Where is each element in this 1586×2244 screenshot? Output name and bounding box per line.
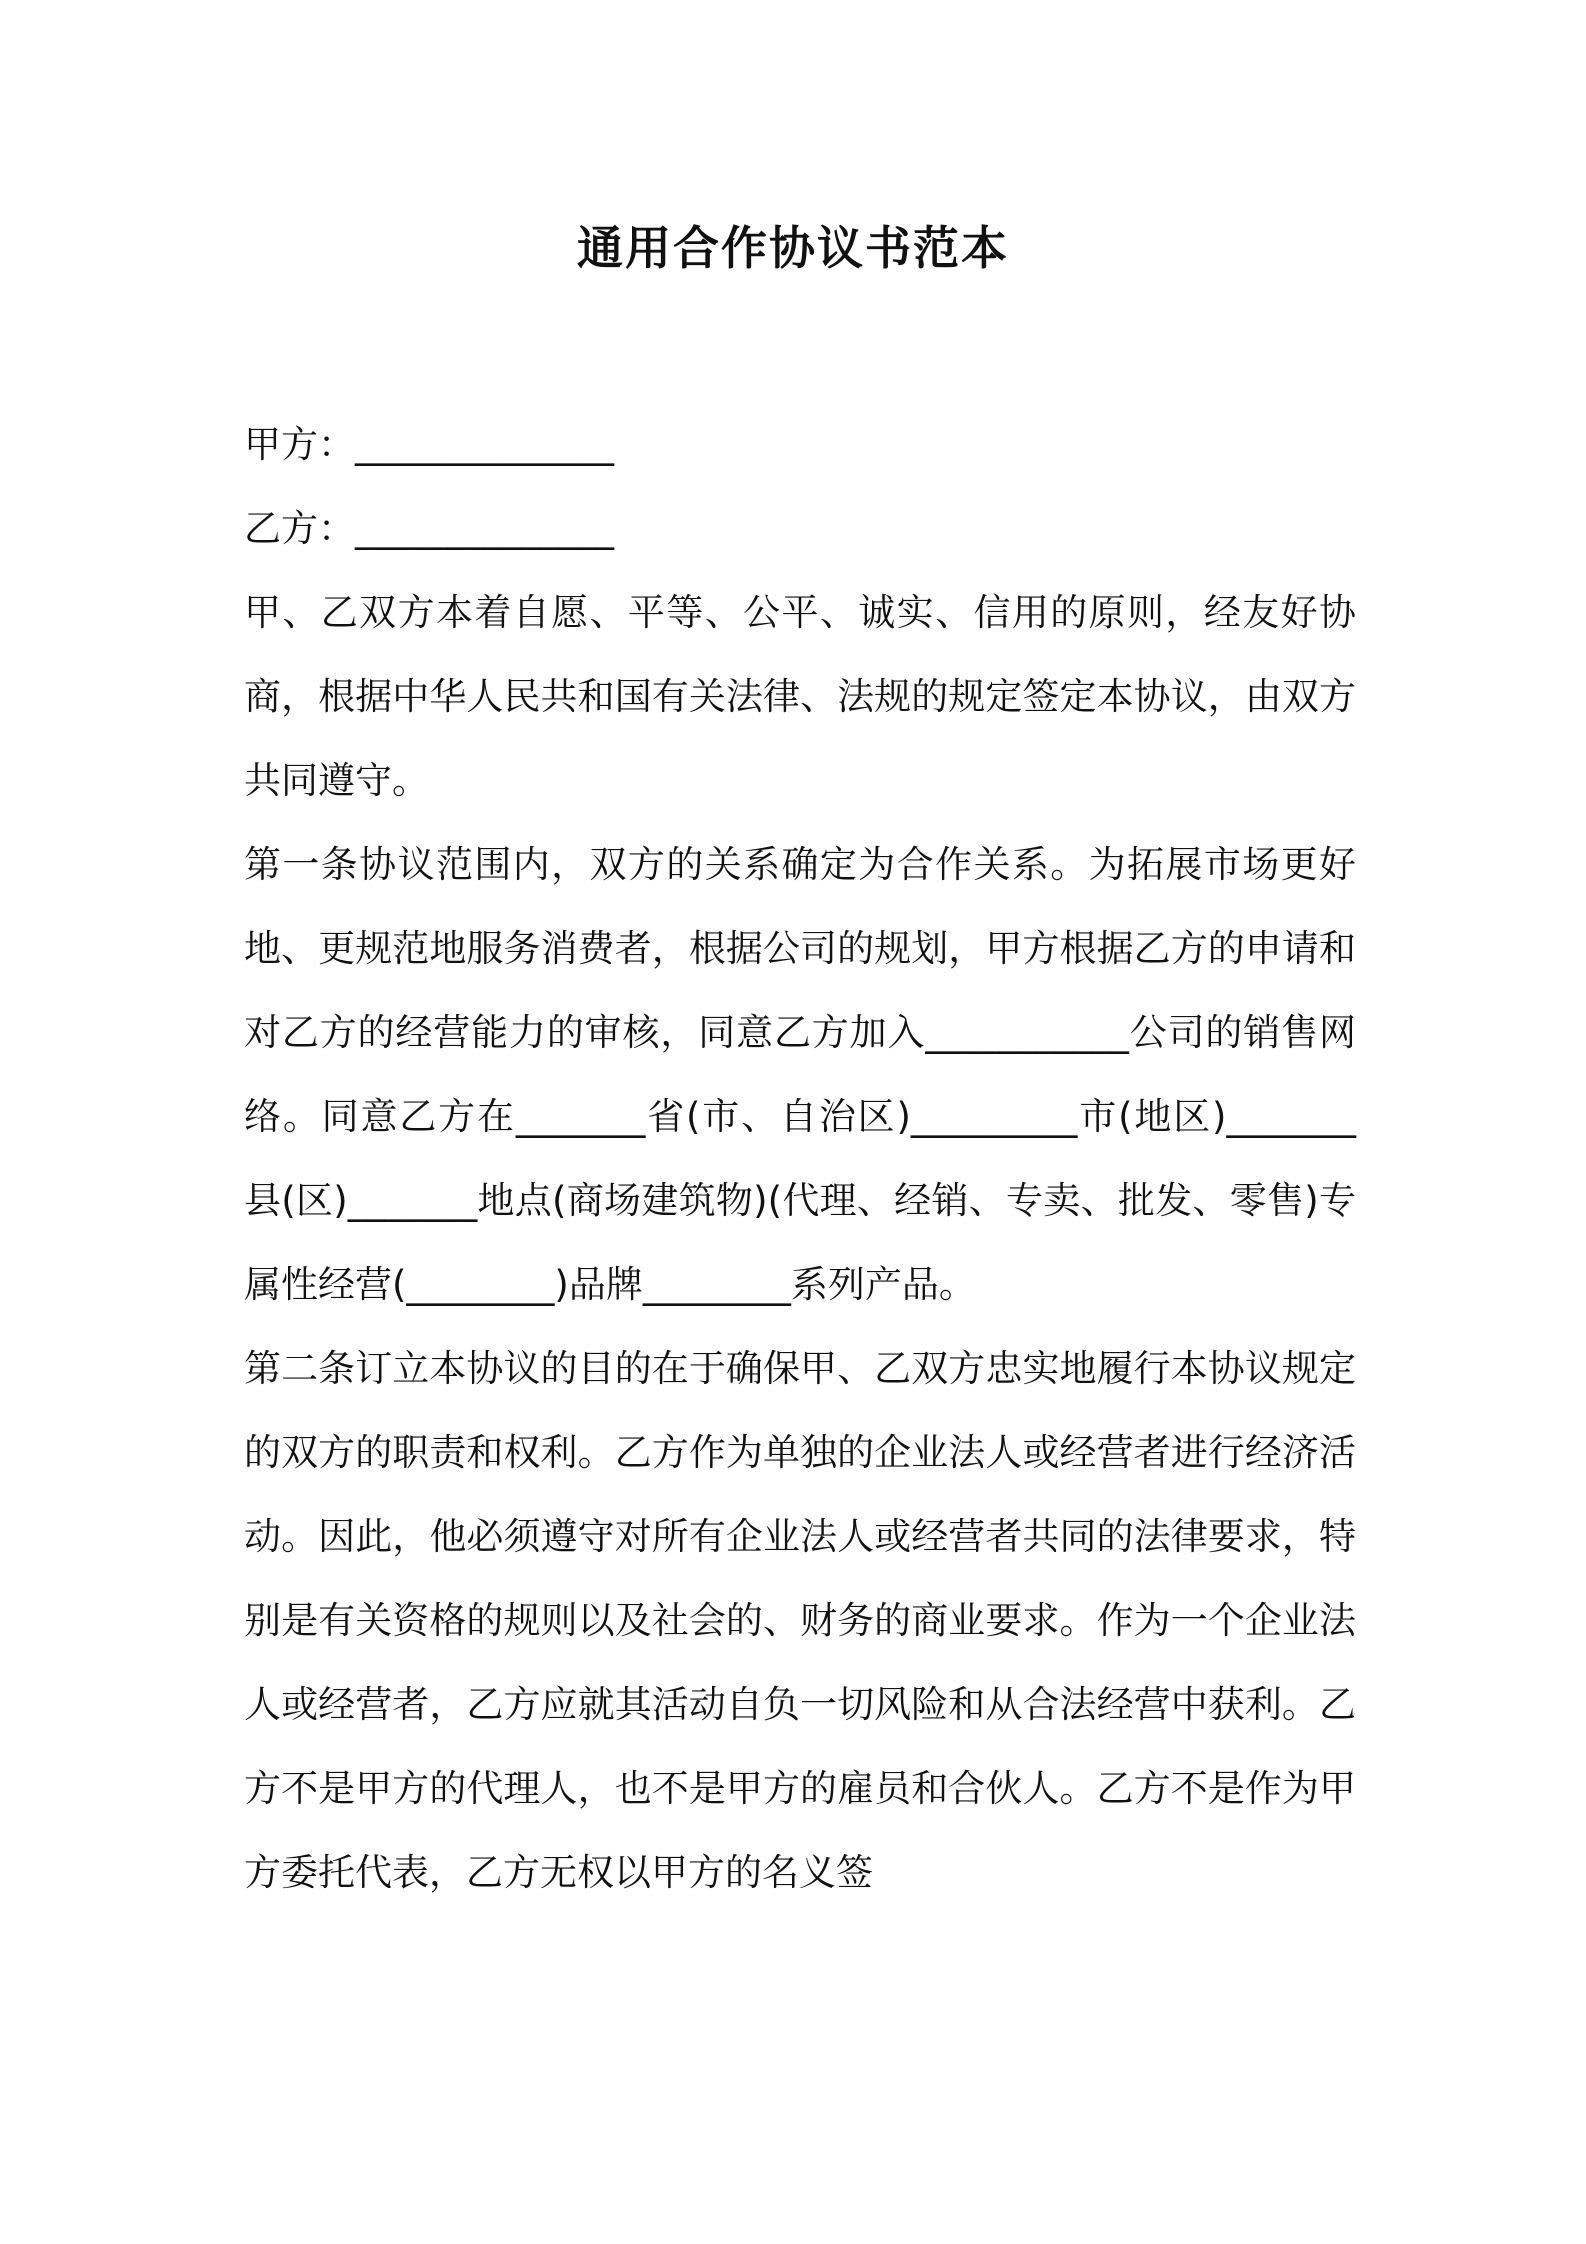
article-2-paragraph: 第二条订立本协议的目的在于确保甲、乙双方忠实地履行本协议规定的双方的职责和权利。乙方作为单独的企业法人或经营者进行经济活动。因此，他必须遵守对所有企业法人或经营者共同的法律要求，特别是有关资格的规则以及社会的、财务的商业要求。作为一个企业法人或经营者，乙方应就其活动自负一切风险和从合法经营中获利。乙方不是甲方的代理人，也不是甲方的雇员和合伙人。乙方不是作为甲方委托代表，乙方无权以甲方的名义签 [244, 1347, 1356, 1894]
article-1-paragraph: 第一条协议范围内，双方的关系确定为合作关系。为拓展市场更好地、更规范地服务消费者，根据公司的规划，甲方根据乙方的申请和对乙方的经营能力的审核，同意乙方加入___________公司的销售网络。同意乙方在_______省(市、自治区)_________市(地区)_______县(区)_______地点(商场建筑物)(代理、经销、专卖、批发、零售)专属性经营(________)品牌________系列产品。 [244, 843, 1356, 1306]
document-title: 通用合作协议书范本 [577, 221, 1009, 275]
document-body [244, 403, 1356, 1915]
preamble-paragraph: 甲、乙双方本着自愿、平等、公平、诚实、信用的原则，经友好协商，根据中华人民共和国有关法律、法规的规定签定本协议，由双方共同遵守。 [244, 591, 1356, 802]
party-b-line: 乙方：______________ [244, 507, 614, 550]
party-a-line: 甲方：______________ [244, 423, 614, 466]
